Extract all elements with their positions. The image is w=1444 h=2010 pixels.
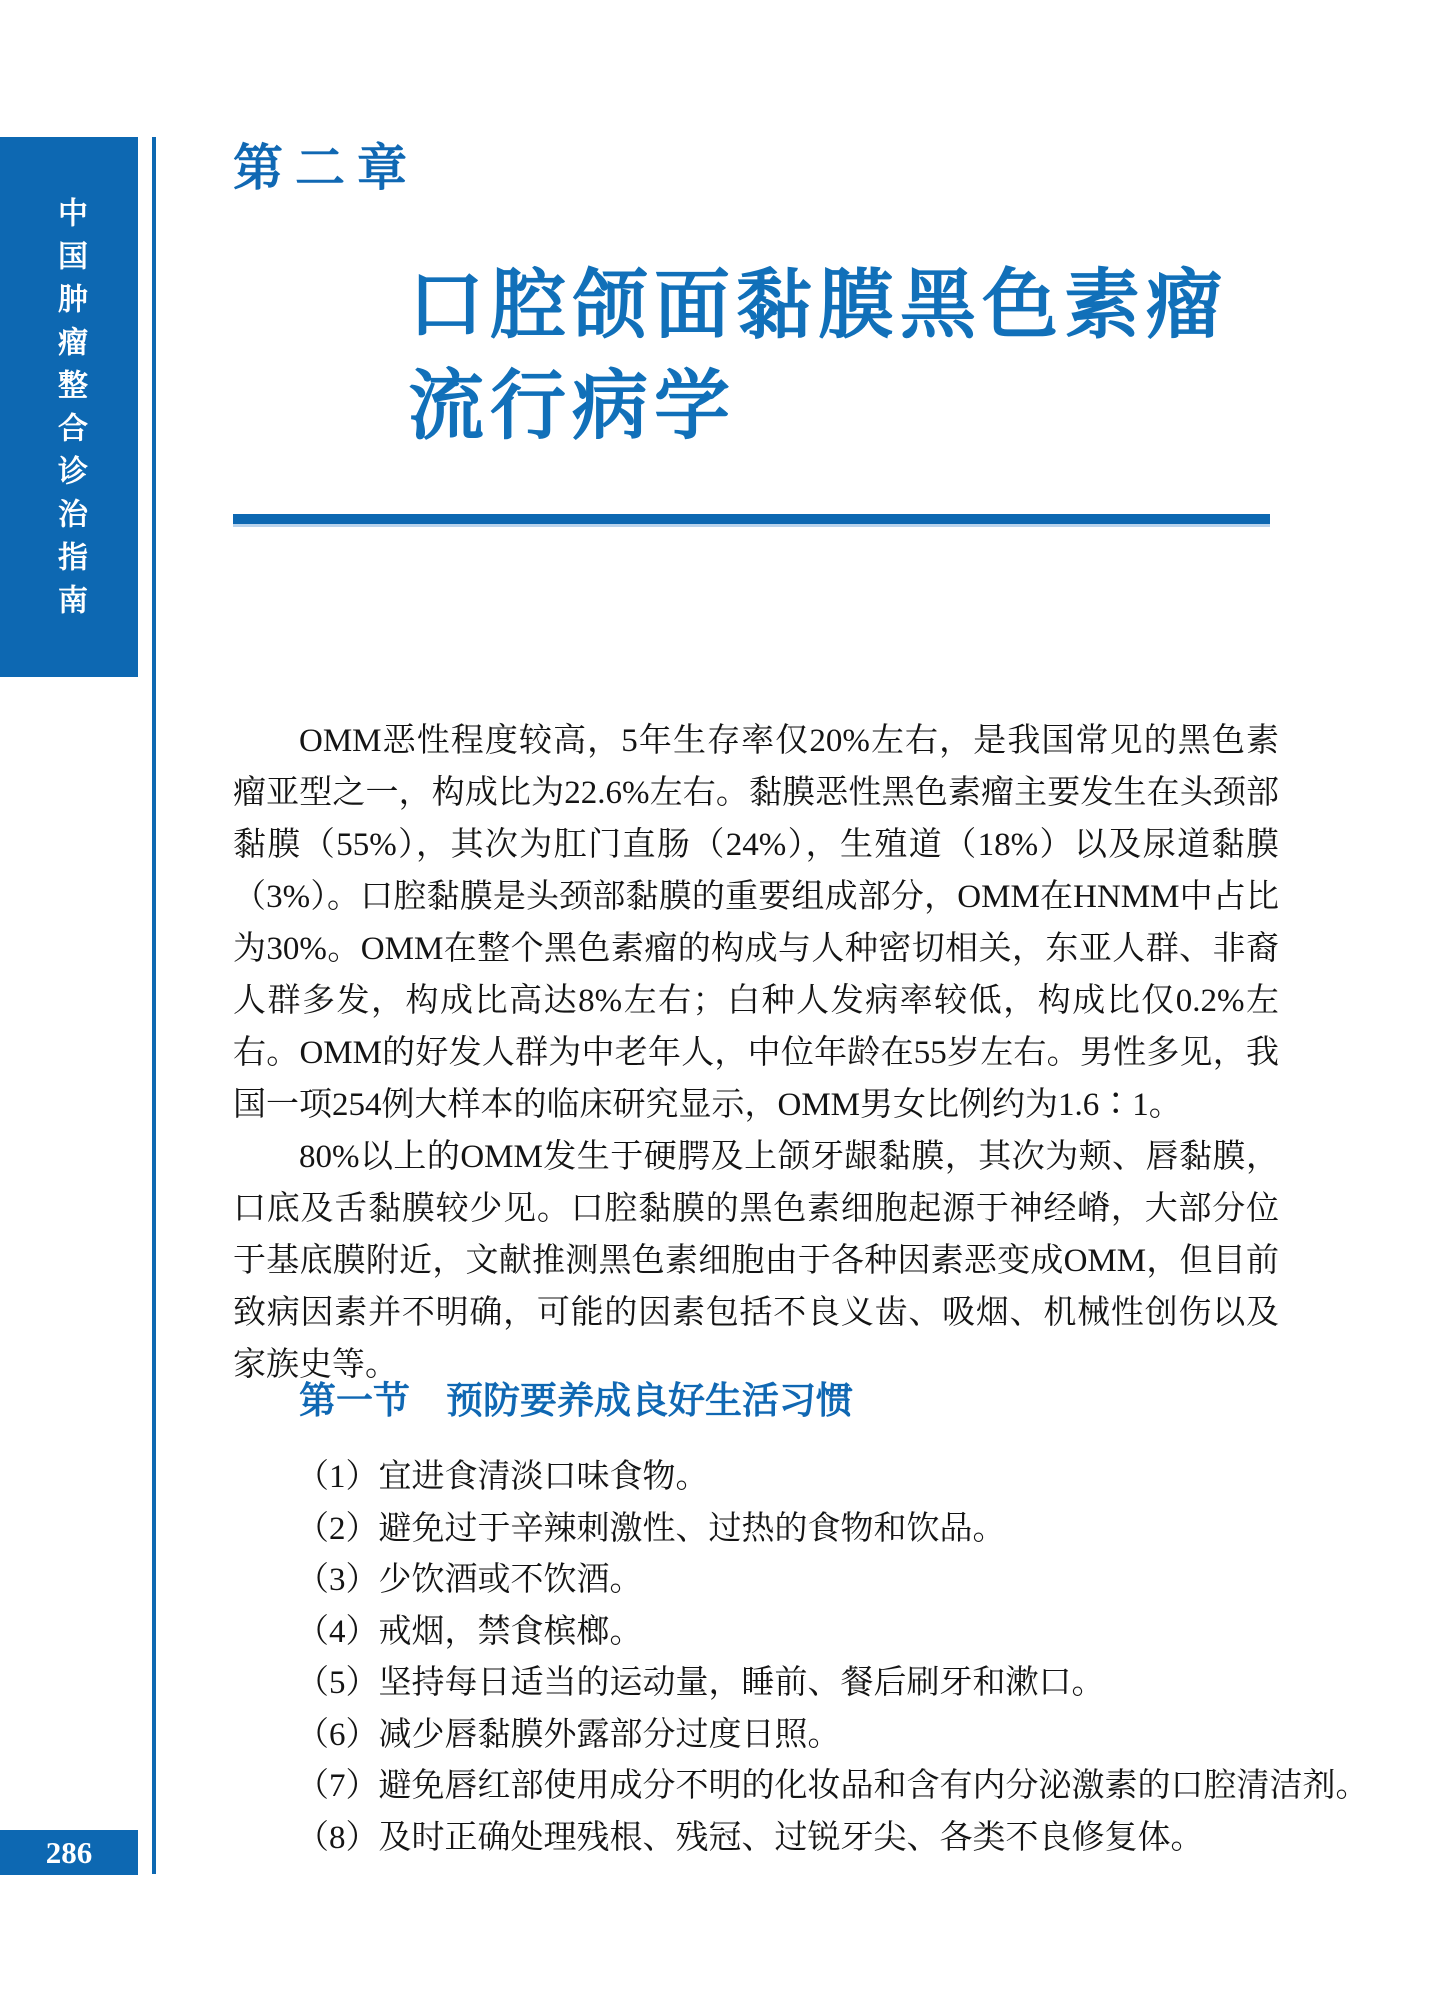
chapter-title-line1: 口腔颌面黏膜黑色素瘤 — [408, 263, 1228, 348]
section-title: 预防要养成良好生活习惯 — [446, 1381, 853, 1422]
list-item: （2）避免过于辛辣刺激性、过热的食物和饮品。 — [296, 1510, 1006, 1547]
list-item: （4）戒烟，禁食槟榔。 — [296, 1613, 643, 1650]
page-number-badge — [0, 1830, 138, 1875]
book-spine-banner — [0, 137, 138, 677]
chapter-title-line2: 流行病学 — [408, 364, 736, 449]
paragraph-2: 80%以上的OMM发生于硬腭及上颌牙龈黏膜，其次为颊、唇黏膜，口底及舌黏膜较少见。口腔黏膜的黑色素细胞起源于神经嵴，大部分位于基底膜附近，文献推测黑色素细胞由于各种因素恶变成OMM，但目前致病因素并不明确，可能的因素包括不良义齿、吸烟、机械性创伤以及家族史等。 — [233, 1139, 1279, 1383]
prevention-list — [296, 1452, 1369, 1864]
list-item: （8）及时正确处理残根、残冠、过锐牙尖、各类不良修复体。 — [296, 1819, 1204, 1856]
vertical-divider-line — [152, 137, 156, 1874]
page-number: 286 — [45, 1834, 93, 1870]
chapter-label: 第二章 — [233, 140, 419, 196]
list-item: （3）少饮酒或不饮酒。 — [296, 1562, 643, 1598]
section-heading — [299, 1370, 853, 1424]
body-text — [233, 715, 1279, 1391]
section-label: 第一节 — [299, 1381, 410, 1422]
chapter-title — [408, 255, 1228, 457]
list-item: （7）避免唇红部使用成分不明的化妆品和含有内分泌激素的口腔清洁剂。 — [296, 1768, 1369, 1804]
list-item: （1）宜进食清淡口味食物。 — [296, 1459, 709, 1495]
list-item: （5）坚持每日适当的运动量，睡前、餐后刷牙和漱口。 — [296, 1665, 1105, 1701]
title-underline-rule — [233, 514, 1270, 527]
list-item: （6）减少唇黏膜外露部分过度日照。 — [296, 1716, 841, 1753]
paragraph-1: OMM恶性程度较高，5年生存率仅20%左右，是我国常见的黑色素瘤亚型之一，构成比为22.6%左右。黏膜恶性黑色素瘤主要发生在头颈部黏膜（55%），其次为肛门直肠（24%），生殖道（18%）以及尿道黏膜（3%）。口腔黏膜是头颈部黏膜的重要组成部分，OMM在HNMM中占比为30%。OMM在整个黑色素瘤的构成与人种密切相关，东亚人群、非裔人群多发，构成比高达8%左右；白种人发病率较低，构成比仅0.2%左右。OMM的好发人群为中老年人，中位年龄在55岁左右。男性多见，我国一项254例大样本的临床研究显示，OMM男女比例约为1.6∶1。 — [233, 723, 1279, 1123]
book-title-vertical: 中国肿瘤整合诊治指南 — [53, 197, 86, 627]
